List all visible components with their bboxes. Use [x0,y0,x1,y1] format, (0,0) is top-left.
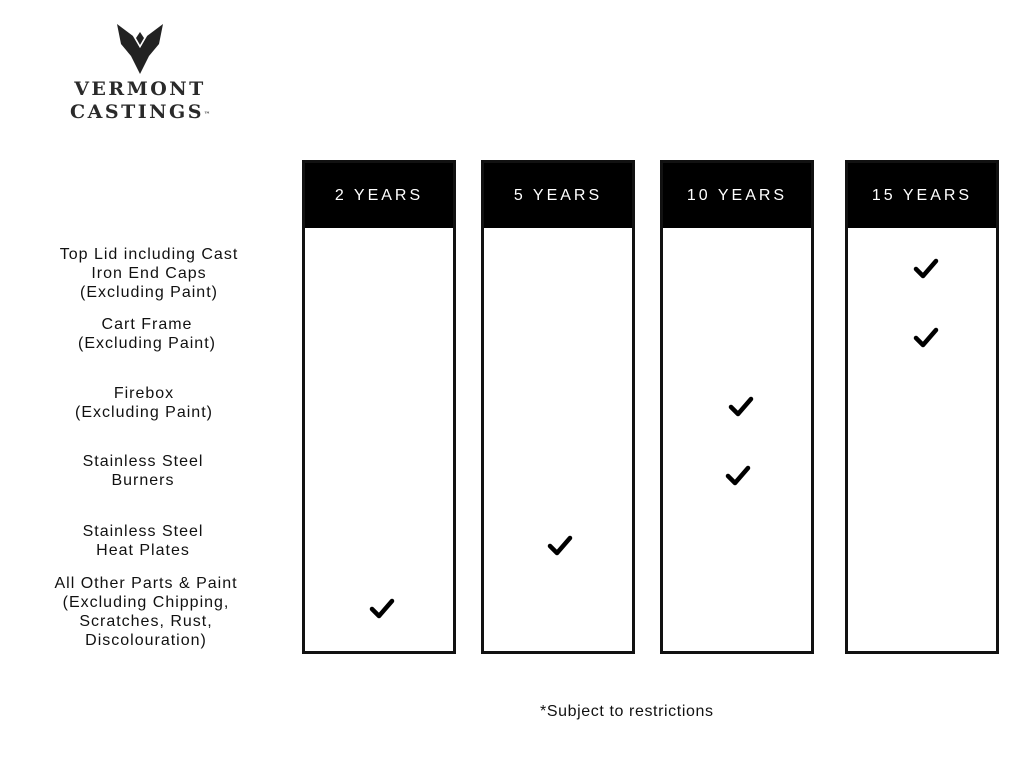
row-label-cart-frame: Cart Frame (Excluding Paint) [78,316,216,352]
checkmark-icon [369,598,395,620]
brand-name-line2: CASTINGS™ [70,101,210,123]
checkmark-icon [725,465,751,487]
footnote: *Subject to restrictions [540,703,714,720]
row-label-burners: Stainless Steel Burners [82,453,204,489]
brand-logo [60,22,220,124]
row-label-other-parts: All Other Parts & Paint (Excluding Chipping, Scratches, Rust, Discolouration) [54,575,238,649]
checkmark-icon [913,258,939,280]
column-header: 2 YEARS [305,163,453,228]
checkmark-icon [913,327,939,349]
column-header: 15 YEARS [848,163,996,228]
row-label-heat-plates: Stainless Steel Heat Plates [82,523,204,559]
column-5-years [481,160,635,654]
column-header: 5 YEARS [484,163,632,228]
trademark-symbol: ™ [203,111,210,118]
row-label-firebox: Firebox (Excluding Paint) [75,385,213,421]
column-2-years [302,160,456,654]
row-label-top-lid: Top Lid including Cast Iron End Caps (Excluding Paint) [59,246,239,301]
column-header: 10 YEARS [663,163,811,228]
brand-name-line1: VERMONT [74,78,206,100]
checkmark-icon [547,535,573,557]
bird-emblem-icon [115,22,165,78]
column-15-years [845,160,999,654]
checkmark-icon [728,396,754,418]
